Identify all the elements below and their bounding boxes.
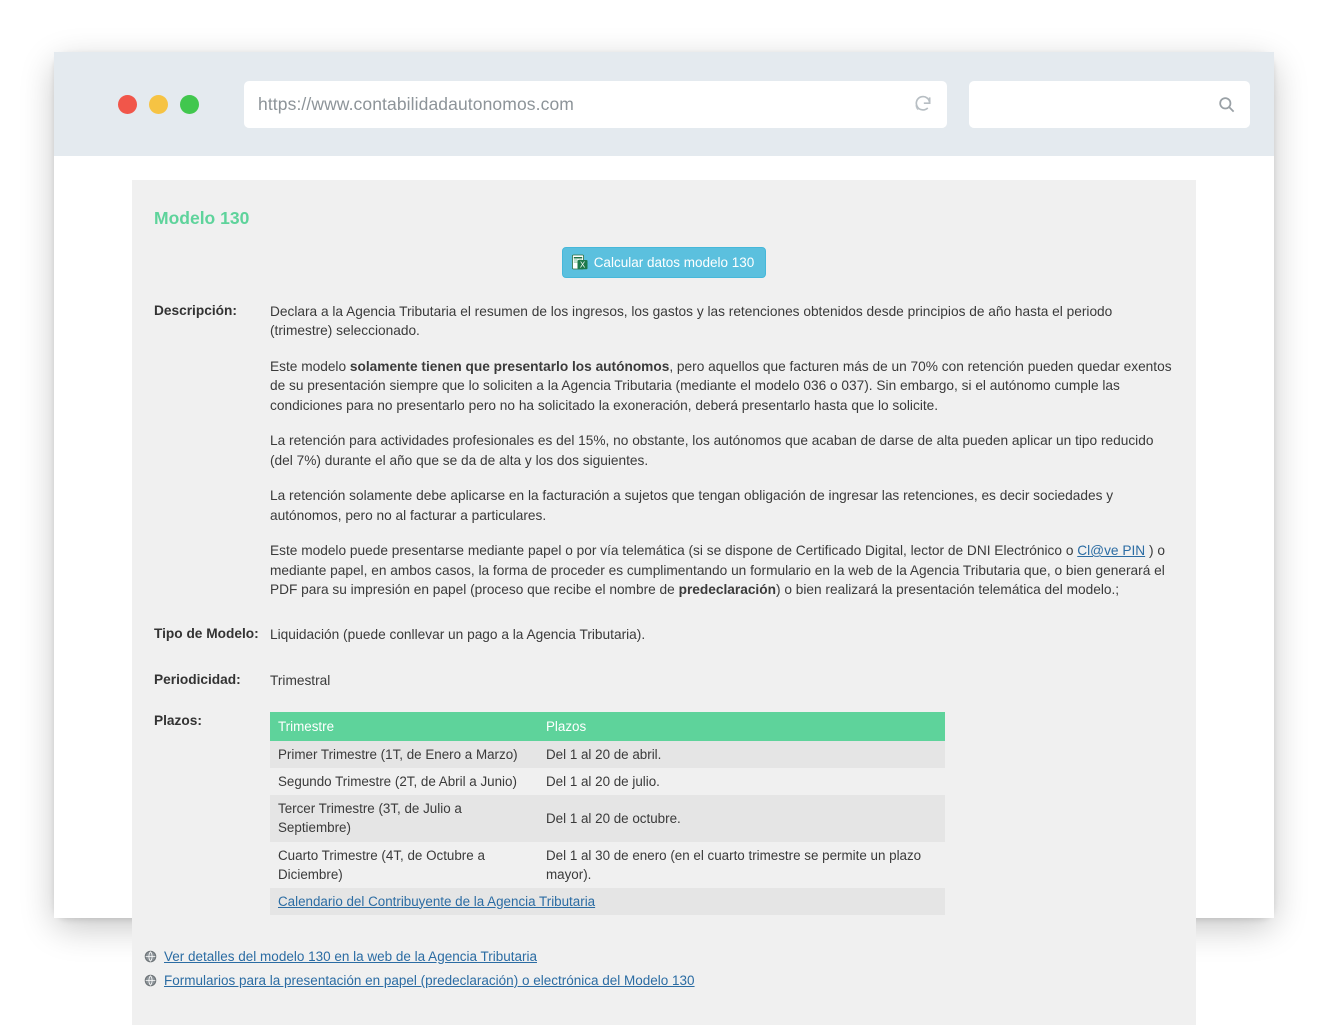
browser-window (54, 52, 1274, 988)
calcular-datos-modelo-130-button[interactable] (562, 247, 767, 278)
p5-text-c: ) o bien realizará la presentación telemática del modelo.; (775, 581, 1120, 597)
label-tipo-modelo: Tipo de Modelo: (154, 626, 259, 642)
close-window-button[interactable] (118, 95, 137, 114)
window-traffic-lights (118, 95, 199, 114)
label-plazos: Plazos: (154, 713, 202, 729)
descripcion-paragraph-1: Declara a la Agencia Tributaria el resumen de los ingresos, los gastos y las retenciones obtenidos desde principios de año hasta el periodo (trimestre) seleccionado. (270, 304, 1113, 339)
cell-plazo: Del 1 al 20 de octubre. (538, 795, 945, 841)
cell-plazo: Del 1 al 20 de julio. (538, 768, 945, 795)
table-header-plazos: Plazos (538, 712, 945, 741)
table-row (270, 842, 945, 888)
p5-text-a: Este modelo puede presentarse mediante papel o por vía telemática (si se dispone de Certificado Digital, lector de DNI Electrónico o (270, 543, 1078, 559)
search-icon[interactable] (1217, 95, 1236, 114)
value-plazos (270, 712, 1172, 914)
reload-icon[interactable] (913, 94, 933, 114)
row-tipo-modelo (154, 625, 1172, 644)
table-header-row (270, 712, 945, 741)
excel-spreadsheet-icon (572, 254, 588, 270)
bottom-link-row-1 (144, 949, 1196, 964)
value-tipo-modelo: Liquidación (puede conllevar un pago a la Agencia Tributaria). (270, 627, 646, 643)
value-periodicidad: Trimestral (270, 672, 331, 688)
cell-trimestre: Cuarto Trimestre (4T, de Octubre a Diciembre) (270, 842, 538, 888)
row-plazos (154, 712, 1172, 914)
row-periodicidad (154, 671, 1172, 690)
cell-trimestre: Segundo Trimestre (2T, de Abril a Junio) (270, 768, 538, 795)
address-bar[interactable] (244, 81, 947, 128)
page-viewport (54, 156, 1274, 988)
globe-bullet-icon (144, 974, 157, 987)
label-periodicidad: Periodicidad: (154, 671, 241, 687)
table-footer-row (270, 888, 945, 915)
p5-bold: predeclaración (678, 581, 776, 597)
page-title: Modelo 130 (154, 208, 250, 228)
table-row (270, 795, 945, 841)
cell-trimestre: Primer Trimestre (1T, de Enero a Marzo) (270, 741, 538, 768)
calc-button-label: Calcular datos modelo 130 (593, 254, 755, 270)
bottom-link-row-2 (144, 973, 1196, 988)
minimize-window-button[interactable] (149, 95, 168, 114)
cell-plazo: Del 1 al 20 de abril. (538, 741, 945, 768)
table-row (270, 768, 945, 795)
browser-search-box[interactable] (969, 81, 1250, 128)
plazos-table (270, 712, 945, 914)
descripcion-paragraph-2 (270, 357, 1172, 415)
descripcion-paragraph-5 (270, 541, 1172, 599)
descripcion-paragraph-3: La retención para actividades profesionales es del 15%, no obstante, los autónomos que acaban de darse de alta pueden aplicar un tipo reducido (del 7%) durante el año que se da de alta y los dos siguientes. (270, 433, 1154, 468)
content-card (132, 180, 1196, 1025)
p2-text-a: Este modelo (270, 358, 350, 374)
calendario-contribuyente-link[interactable]: Calendario del Contribuyente de la Agencia Tributaria (278, 893, 596, 909)
address-bar-url: https://www.contabilidadautonomos.com (258, 93, 574, 114)
p5-text-b: ) o mediante papel, en ambos casos, la forma de proceder es cumplimentando un formulario en la web de la Agencia Tributaria que, o bien generará el PDF para su impresión en papel (proceso que recibe el nombre de (270, 543, 1165, 597)
label-descripcion: Descripción: (154, 303, 237, 318)
browser-titlebar (54, 52, 1274, 156)
clave-pin-link[interactable]: Cl@ve PIN (1077, 543, 1146, 559)
table-header-trimestre: Trimestre (270, 712, 538, 741)
svg-text:X: X (579, 260, 585, 270)
descripcion-paragraph-4: La retención solamente debe aplicarse en la facturación a sujetos que tengan obligación de ingresar las retenciones, es decir sociedades y autónomos, pero no al facturar a particulares. (270, 488, 1114, 523)
value-descripcion (270, 302, 1172, 599)
detail-rows (132, 302, 1196, 915)
search-input[interactable] (983, 94, 1217, 114)
ver-detalles-modelo-130-link[interactable]: Ver detalles del modelo 130 en la web de la Agencia Tributaria (164, 948, 537, 964)
table-row (270, 741, 945, 768)
bottom-links (144, 949, 1196, 1025)
cell-trimestre: Tercer Trimestre (3T, de Julio a Septiembre) (270, 795, 538, 841)
formularios-presentacion-link[interactable]: Formularios para la presentación en papel (predeclaración) o electrónica del Modelo 130 (164, 972, 695, 988)
cell-plazo: Del 1 al 30 de enero (en el cuarto trimestre se permite un plazo mayor). (538, 842, 945, 888)
row-descripcion (154, 302, 1172, 599)
calc-button-container (132, 247, 1196, 278)
cell-calendario-link (270, 888, 945, 915)
maximize-window-button[interactable] (180, 95, 199, 114)
p2-bold: solamente tienen que presentarlo los autónomos (349, 358, 670, 374)
p2-text-c: , pero aquellos que facturen más de un 70% con retención pueden quedar exentos de su presentación siempre que lo soliciten a la Agencia Tributaria (mediante el modelo 036 o 037). Sin embargo, si el autónomo cumple las condiciones para no presentarlo pero no ha solicitado la exoneración, deberá presentarlo hasta que lo solicite. (270, 358, 1172, 413)
globe-bullet-icon (144, 950, 157, 963)
